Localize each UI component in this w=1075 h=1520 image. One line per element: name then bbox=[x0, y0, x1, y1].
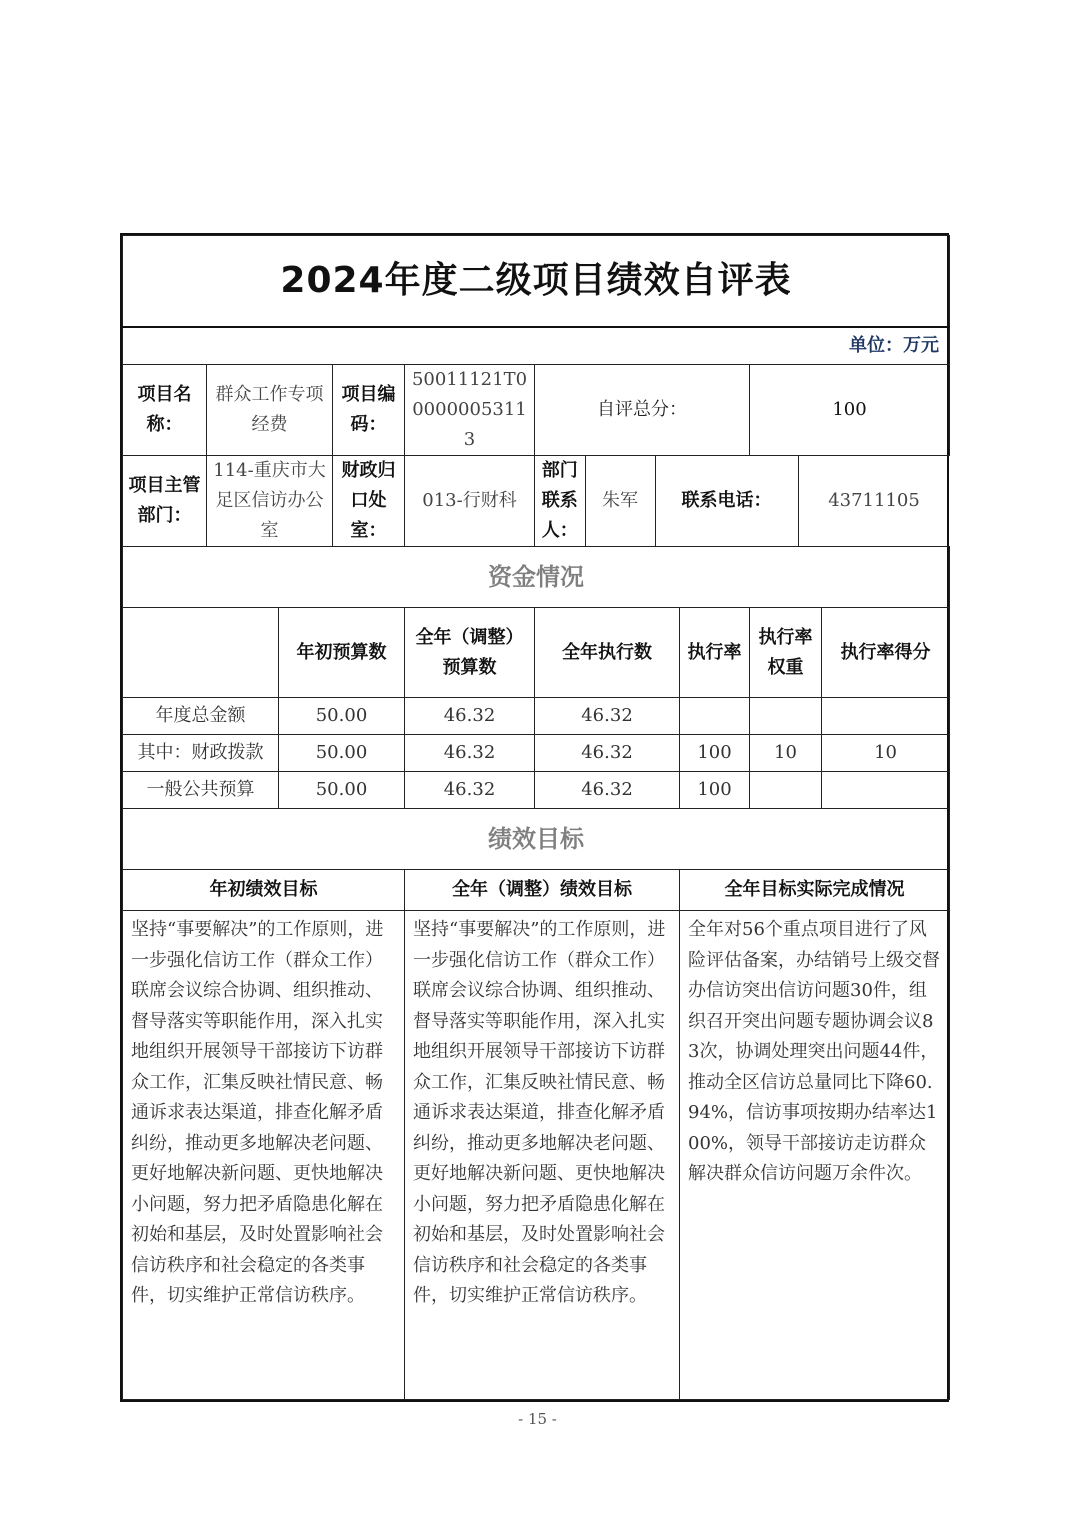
funds-initial: 50.00 bbox=[279, 772, 405, 809]
funds-header-blank bbox=[123, 608, 279, 698]
funds-executed: 46.32 bbox=[535, 735, 680, 772]
contact-value: 朱军 bbox=[585, 456, 655, 546]
page-number: - 15 - bbox=[518, 1410, 557, 1428]
project-name-label: 项目名称： bbox=[123, 365, 207, 456]
phone-value: 43711105 bbox=[828, 490, 920, 511]
funds-initial: 50.00 bbox=[279, 698, 405, 735]
funds-adjusted: 46.32 bbox=[405, 772, 535, 809]
funds-header-executed: 全年执行数 bbox=[535, 608, 680, 698]
goals-header-adjusted: 全年（调整）绩效目标 bbox=[405, 870, 680, 911]
funds-row-label: 一般公共预算 bbox=[123, 772, 279, 809]
form-title: 2024年度二级项目绩效自评表 bbox=[123, 236, 950, 328]
contact-label: 部门联系人： bbox=[535, 456, 585, 546]
funds-rate: 100 bbox=[680, 735, 750, 772]
funds-executed: 46.32 bbox=[535, 772, 680, 809]
goals-initial-text: 坚持“事要解决”的工作原则，进一步强化信访工作（群众工作）联席会议综合协调、组织推动、督导落实等职能作用，深入扎实地组织开展领导干部接访下访群众工作，汇集反映社情民意、畅通诉求表达渠道，排查化解矛盾纠纷，推动更多地解决老问题、更好地解决新问题、更快地解决小问题，努力把矛盾隐患化解在初始和基层，及时处置影响社会信访秩序和社会稳定的各类事件，切实维护正常信访秩序。 bbox=[123, 911, 405, 1400]
goals-section-title: 绩效目标 bbox=[123, 809, 950, 870]
finance-office-label: 财政归口处室： bbox=[333, 456, 405, 547]
dept-value: 114-重庆市大足区信访办公室 bbox=[207, 456, 333, 547]
funds-row bbox=[123, 735, 950, 772]
funds-rate bbox=[680, 698, 750, 735]
funds-adjusted: 46.32 bbox=[405, 698, 535, 735]
funds-header-initial: 年初预算数 bbox=[279, 608, 405, 698]
funds-weight bbox=[750, 772, 822, 809]
goals-header-initial: 年初绩效目标 bbox=[123, 870, 405, 911]
funds-header-weight: 执行率权重 bbox=[750, 608, 822, 698]
funds-section-title: 资金情况 bbox=[123, 547, 950, 608]
phone-label: 联系电话： bbox=[655, 456, 798, 546]
funds-row-label: 其中：财政拨款 bbox=[123, 735, 279, 772]
funds-executed: 46.32 bbox=[535, 698, 680, 735]
funds-score bbox=[822, 698, 950, 735]
funds-row-label: 年度总金额 bbox=[123, 698, 279, 735]
funds-header-rate: 执行率 bbox=[680, 608, 750, 698]
evaluation-form bbox=[120, 233, 949, 1402]
funds-score: 10 bbox=[822, 735, 950, 772]
funds-weight bbox=[750, 698, 822, 735]
evaluation-table bbox=[122, 235, 950, 1400]
dept-label: 项目主管部门： bbox=[123, 456, 207, 547]
funds-header-score: 执行率得分 bbox=[822, 608, 950, 698]
self-score-label: 自评总分： bbox=[535, 365, 750, 456]
project-code-label: 项目编码： bbox=[333, 365, 405, 456]
funds-row bbox=[123, 698, 950, 735]
funds-row bbox=[123, 772, 950, 809]
funds-score bbox=[822, 772, 950, 809]
funds-adjusted: 46.32 bbox=[405, 735, 535, 772]
funds-rate: 100 bbox=[680, 772, 750, 809]
project-name-value: 群众工作专项经费 bbox=[207, 365, 333, 456]
goals-adjusted-text: 坚持“事要解决”的工作原则，进一步强化信访工作（群众工作）联席会议综合协调、组织推动、督导落实等职能作用，深入扎实地组织开展领导干部接访下访群众工作，汇集反映社情民意、畅通诉求表达渠道，排查化解矛盾纠纷，推动更多地解决老问题、更好地解决新问题、更快地解决小问题，努力把矛盾隐患化解在初始和基层，及时处置影响社会信访秩序和社会稳定的各类事件，切实维护正常信访秩序。 bbox=[405, 911, 680, 1400]
funds-weight: 10 bbox=[750, 735, 822, 772]
funds-initial: 50.00 bbox=[279, 735, 405, 772]
self-score-value: 100 bbox=[750, 365, 950, 456]
finance-office-value: 013-行财科 bbox=[405, 456, 535, 547]
project-code-value: 50011121T000000053113 bbox=[405, 365, 535, 456]
goals-actual-text: 全年对56个重点项目进行了风险评估备案，办结销号上级交督办信访突出信访问题30件，组织召开突出问题专题协调会议83次，协调处理突出问题44件，推动全区信访总量同比下降60.94%，信访事项按期办结率达100%，领导干部接访走访群众解决群众信访问题万余件次。 bbox=[680, 911, 950, 1400]
goals-header-actual: 全年目标实际完成情况 bbox=[680, 870, 950, 911]
unit-label: 单位：万元 bbox=[123, 327, 950, 365]
funds-header-adjusted: 全年（调整）预算数 bbox=[405, 608, 535, 698]
